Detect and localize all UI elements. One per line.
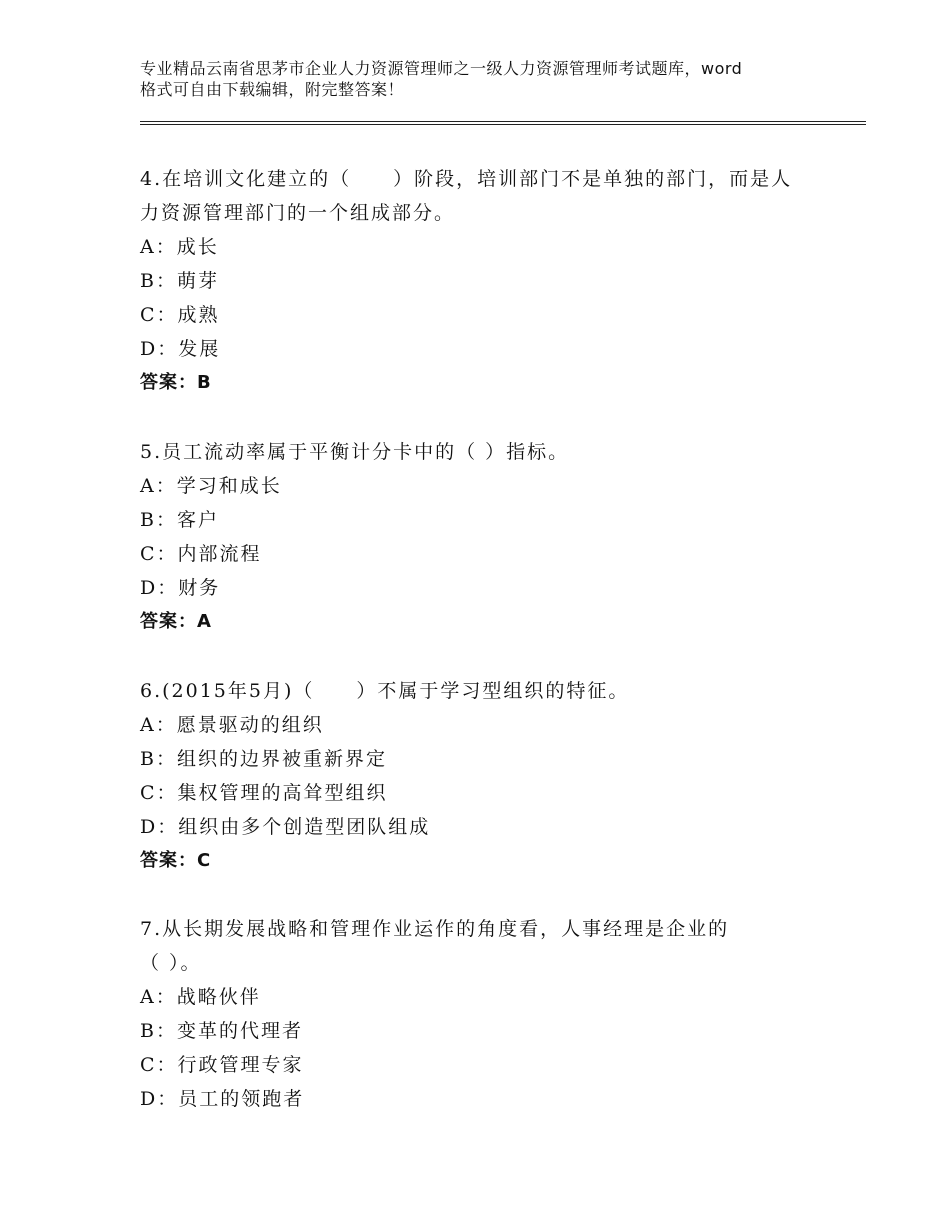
question-block — [140, 674, 820, 878]
option-b: B：组织的边界被重新界定 — [140, 748, 387, 770]
question-stem-line: 4.在培训文化建立的（ ）阶段，培训部门不是单独的部门，而是人 — [140, 168, 793, 190]
option-a: A：战略伙伴 — [140, 986, 261, 1008]
answer-line: 答案：B — [140, 372, 212, 393]
question-block — [140, 162, 820, 400]
option-c: C：行政管理专家 — [140, 1054, 304, 1076]
question-stem-line: 力资源管理部门的一个组成部分。 — [140, 202, 456, 224]
option-c: C：成熟 — [140, 304, 220, 326]
option-d: D：发展 — [140, 338, 221, 360]
header-title-line-1: 专业精品云南省思茅市企业人力资源管理师之一级人力资源管理师考试题库，word — [140, 59, 743, 78]
option-c: C：内部流程 — [140, 543, 262, 565]
question-stem-line: （ ）。 — [140, 952, 202, 974]
option-b: B：萌芽 — [140, 270, 219, 292]
document-header — [140, 58, 830, 100]
answer-line: 答案：C — [140, 850, 212, 871]
header-divider-bottom — [140, 124, 866, 125]
question-block — [140, 912, 820, 1116]
option-a: A：愿景驱动的组织 — [140, 714, 324, 736]
header-title-line-2: 格式可自由下载编辑，附完整答案！ — [140, 80, 405, 99]
answer-line: 答案：A — [140, 611, 212, 632]
option-a: A：成长 — [140, 236, 219, 258]
header-divider-top — [140, 121, 866, 122]
option-b: B：客户 — [140, 509, 219, 531]
question-stem-line: 6.(2015年5月)（ ）不属于学习型组织的特征。 — [140, 680, 630, 702]
option-b: B：变革的代理者 — [140, 1020, 303, 1042]
question-stem-line: 5.员工流动率属于平衡计分卡中的（ ）指标。 — [140, 441, 570, 463]
option-c: C：集权管理的高耸型组织 — [140, 782, 388, 804]
question-stem-line: 7.从长期发展战略和管理作业运作的角度看，人事经理是企业的 — [140, 918, 730, 940]
option-d: D：组织由多个创造型团队组成 — [140, 816, 431, 838]
option-d: D：员工的领跑者 — [140, 1088, 305, 1110]
option-a: A：学习和成长 — [140, 475, 282, 497]
question-block — [140, 435, 820, 639]
option-d: D：财务 — [140, 577, 221, 599]
